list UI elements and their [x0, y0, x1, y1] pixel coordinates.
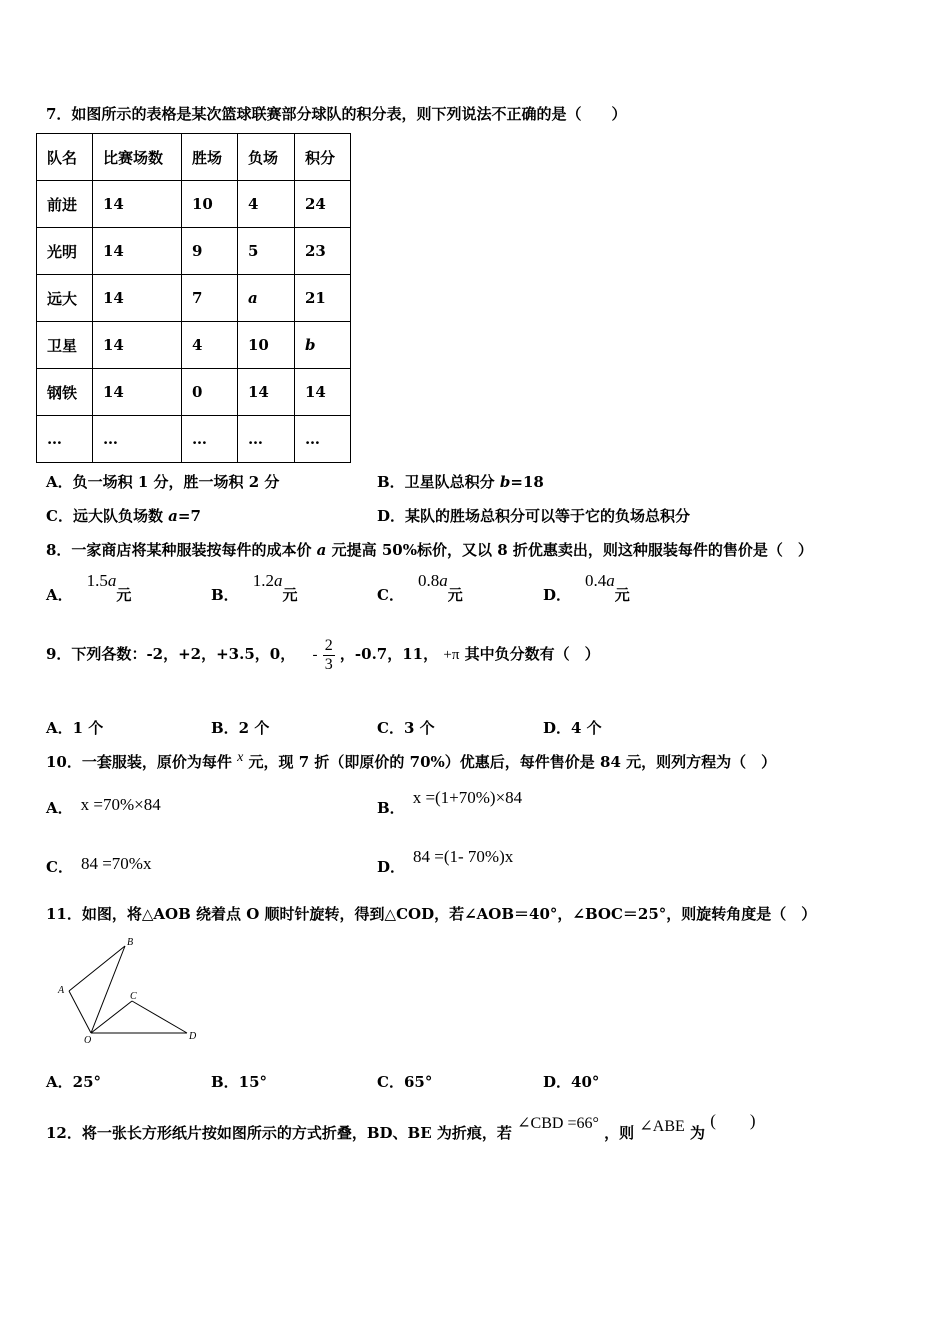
q11-option-d[interactable]: D．40°: [543, 1073, 600, 1091]
table-cell: 14: [93, 275, 182, 322]
option-unit: 元: [116, 586, 132, 604]
table-cell: 5: [238, 228, 295, 275]
q11-option-a[interactable]: A．25°: [46, 1073, 102, 1091]
table-cell: 0: [182, 369, 238, 416]
q7-option-a[interactable]: A．负一场积 1 分，胜一场积 2 分: [46, 473, 280, 491]
option-label: A．: [46, 799, 73, 817]
rotation-figure: [55, 933, 205, 1048]
stem-text: 9．下列各数：-2，+2，+3.5，0，: [46, 645, 296, 663]
table-cell: 14: [295, 369, 351, 416]
table-cell: 14: [238, 369, 295, 416]
table-cell: …: [295, 416, 351, 463]
option-label: C．: [46, 858, 73, 876]
table-cell: 10: [238, 322, 295, 369]
point-c-label: C: [130, 991, 137, 1002]
q8-option-a[interactable]: [46, 571, 132, 605]
segment-cd: [132, 1001, 187, 1033]
table-cell: …: [37, 416, 93, 463]
table-header: 负场: [238, 134, 295, 181]
fraction-sign: -: [312, 647, 318, 663]
option-text: =7: [177, 507, 201, 525]
q11-option-c[interactable]: C．65°: [377, 1073, 433, 1091]
table-cell: 14: [93, 322, 182, 369]
q9-option-b[interactable]: B．2 个: [211, 719, 270, 737]
table-cell: 23: [295, 228, 351, 275]
point-a-label: A: [58, 985, 65, 996]
table-row: [37, 181, 351, 228]
table-cell: 24: [295, 181, 351, 228]
table-cell: 14: [93, 228, 182, 275]
stem-text: 其中负分数有（ ）: [464, 645, 600, 663]
q7-option-b[interactable]: [377, 471, 544, 492]
q11-option-b[interactable]: B．15°: [211, 1073, 268, 1091]
option-equation: 84 =(1- 70%)x: [413, 847, 514, 866]
table-cell: 远大: [37, 275, 93, 322]
option-expression: 0.8a: [417, 571, 448, 590]
table-cell: 14: [93, 181, 182, 228]
q10-option-c[interactable]: [46, 856, 151, 877]
answer-paren: ( ): [710, 1111, 756, 1130]
table-cell: a: [238, 275, 295, 322]
q7-option-d[interactable]: D．某队的胜场总积分可以等于它的负场总积分: [377, 507, 691, 525]
option-expression: 1.5a: [86, 571, 117, 590]
table-header: 队名: [37, 134, 93, 181]
table-header: 积分: [295, 134, 351, 181]
q9-option-c[interactable]: C．3 个: [377, 719, 435, 737]
stem-variable: x: [237, 750, 244, 765]
option-unit: 元: [614, 586, 630, 604]
stem-text: ，-0.7，11，: [339, 645, 439, 663]
option-variable: b: [499, 473, 511, 491]
point-b-label: B: [127, 937, 134, 948]
option-label: A．: [46, 586, 73, 604]
q8-stem: [46, 539, 813, 560]
q9-option-a[interactable]: A．1 个: [46, 719, 104, 737]
option-unit: 元: [447, 586, 463, 604]
point-o-label: O: [84, 1035, 92, 1046]
stem-variable: a: [316, 541, 327, 559]
angle-abe: ∠ABE: [639, 1118, 685, 1135]
table-row: [37, 416, 351, 463]
option-label: C．: [377, 586, 404, 604]
q10-option-d[interactable]: [377, 847, 514, 877]
score-table: [36, 133, 351, 463]
table-header-row: [37, 134, 351, 181]
stem-text: 8．一家商店将某种服装按每件的成本价: [46, 541, 317, 559]
table-cell: 前进: [37, 181, 93, 228]
table-cell: 4: [238, 181, 295, 228]
table-header: 比赛场数: [93, 134, 182, 181]
stem-text: ，则: [604, 1124, 635, 1142]
q12-stem: [46, 1111, 756, 1143]
option-label: B．: [377, 799, 405, 817]
q9-option-d[interactable]: D．4 个: [543, 719, 602, 737]
option-expression: 1.2a: [252, 571, 283, 590]
table-cell: 卫星: [37, 322, 93, 369]
fraction: $\frac{2}{3}$: [324, 636, 333, 673]
option-variable: a: [168, 507, 178, 525]
table-cell: b: [295, 322, 351, 369]
table-cell: …: [238, 416, 295, 463]
table-cell: 钢铁: [37, 369, 93, 416]
table-row: [37, 228, 351, 275]
stem-text: 12．将一张长方形纸片按如图所示的方式折叠，BD、BE 为折痕，若: [46, 1124, 512, 1142]
option-label: D．: [543, 586, 572, 604]
option-label: B．: [211, 586, 239, 604]
q10-option-a[interactable]: [46, 797, 161, 818]
q8-option-d[interactable]: [543, 571, 630, 605]
table-cell: 21: [295, 275, 351, 322]
table-row: [37, 322, 351, 369]
pi-symbol: +π: [443, 647, 460, 663]
table-cell: 7: [182, 275, 238, 322]
option-text: B．卫星队总积分: [377, 473, 500, 491]
stem-text: 元，现 7 折（即原价的 70%）优惠后，每件售价是 84 元，则列方程为（ ）: [243, 753, 777, 771]
q10-stem: [46, 751, 776, 772]
option-text: C．远大队负场数: [46, 507, 169, 525]
q8-option-b[interactable]: [211, 571, 298, 605]
q8-option-c[interactable]: [377, 571, 463, 605]
q10-option-b[interactable]: [377, 788, 523, 818]
q11-stem: 11．如图，将△AOB 绕着点 O 顺时针旋转，得到△COD，若∠AOB＝40°，∠BOC＝25°，则旋转角度是（ ）: [46, 905, 817, 923]
stem-text: 为: [690, 1124, 706, 1142]
table-row: [37, 369, 351, 416]
q7-option-c[interactable]: [46, 505, 201, 526]
table-cell: …: [182, 416, 238, 463]
q7-stem: 7．如图所示的表格是某次篮球联赛部分球队的积分表，则下列说法不正确的是（ ）: [46, 105, 627, 123]
table-header: 胜场: [182, 134, 238, 181]
stem-text: 10．一套服装，原价为每件: [46, 753, 238, 771]
option-label: D．: [377, 858, 406, 876]
option-equation: 84 =70%x: [80, 854, 152, 873]
angle-cbd: ∠CBD =66°: [517, 1115, 599, 1132]
stem-text: 元提高 50%标价，又以 8 折优惠卖出，则这种服装每件的售价是（ ）: [326, 541, 813, 559]
q9-stem: [46, 634, 600, 675]
table-cell: 14: [93, 369, 182, 416]
table-cell: …: [93, 416, 182, 463]
option-expression: 0.4a: [585, 571, 615, 590]
table-cell: 光明: [37, 228, 93, 275]
option-equation: x =(1+70%)×84: [412, 788, 523, 807]
option-unit: 元: [282, 586, 298, 604]
segment-oa: [69, 991, 91, 1033]
point-d-label: D: [189, 1031, 197, 1042]
option-text: =18: [510, 473, 544, 491]
table-row: [37, 275, 351, 322]
table-cell: 9: [182, 228, 238, 275]
table-cell: 10: [182, 181, 238, 228]
table-cell: 4: [182, 322, 238, 369]
option-equation: x =70%×84: [80, 795, 161, 814]
